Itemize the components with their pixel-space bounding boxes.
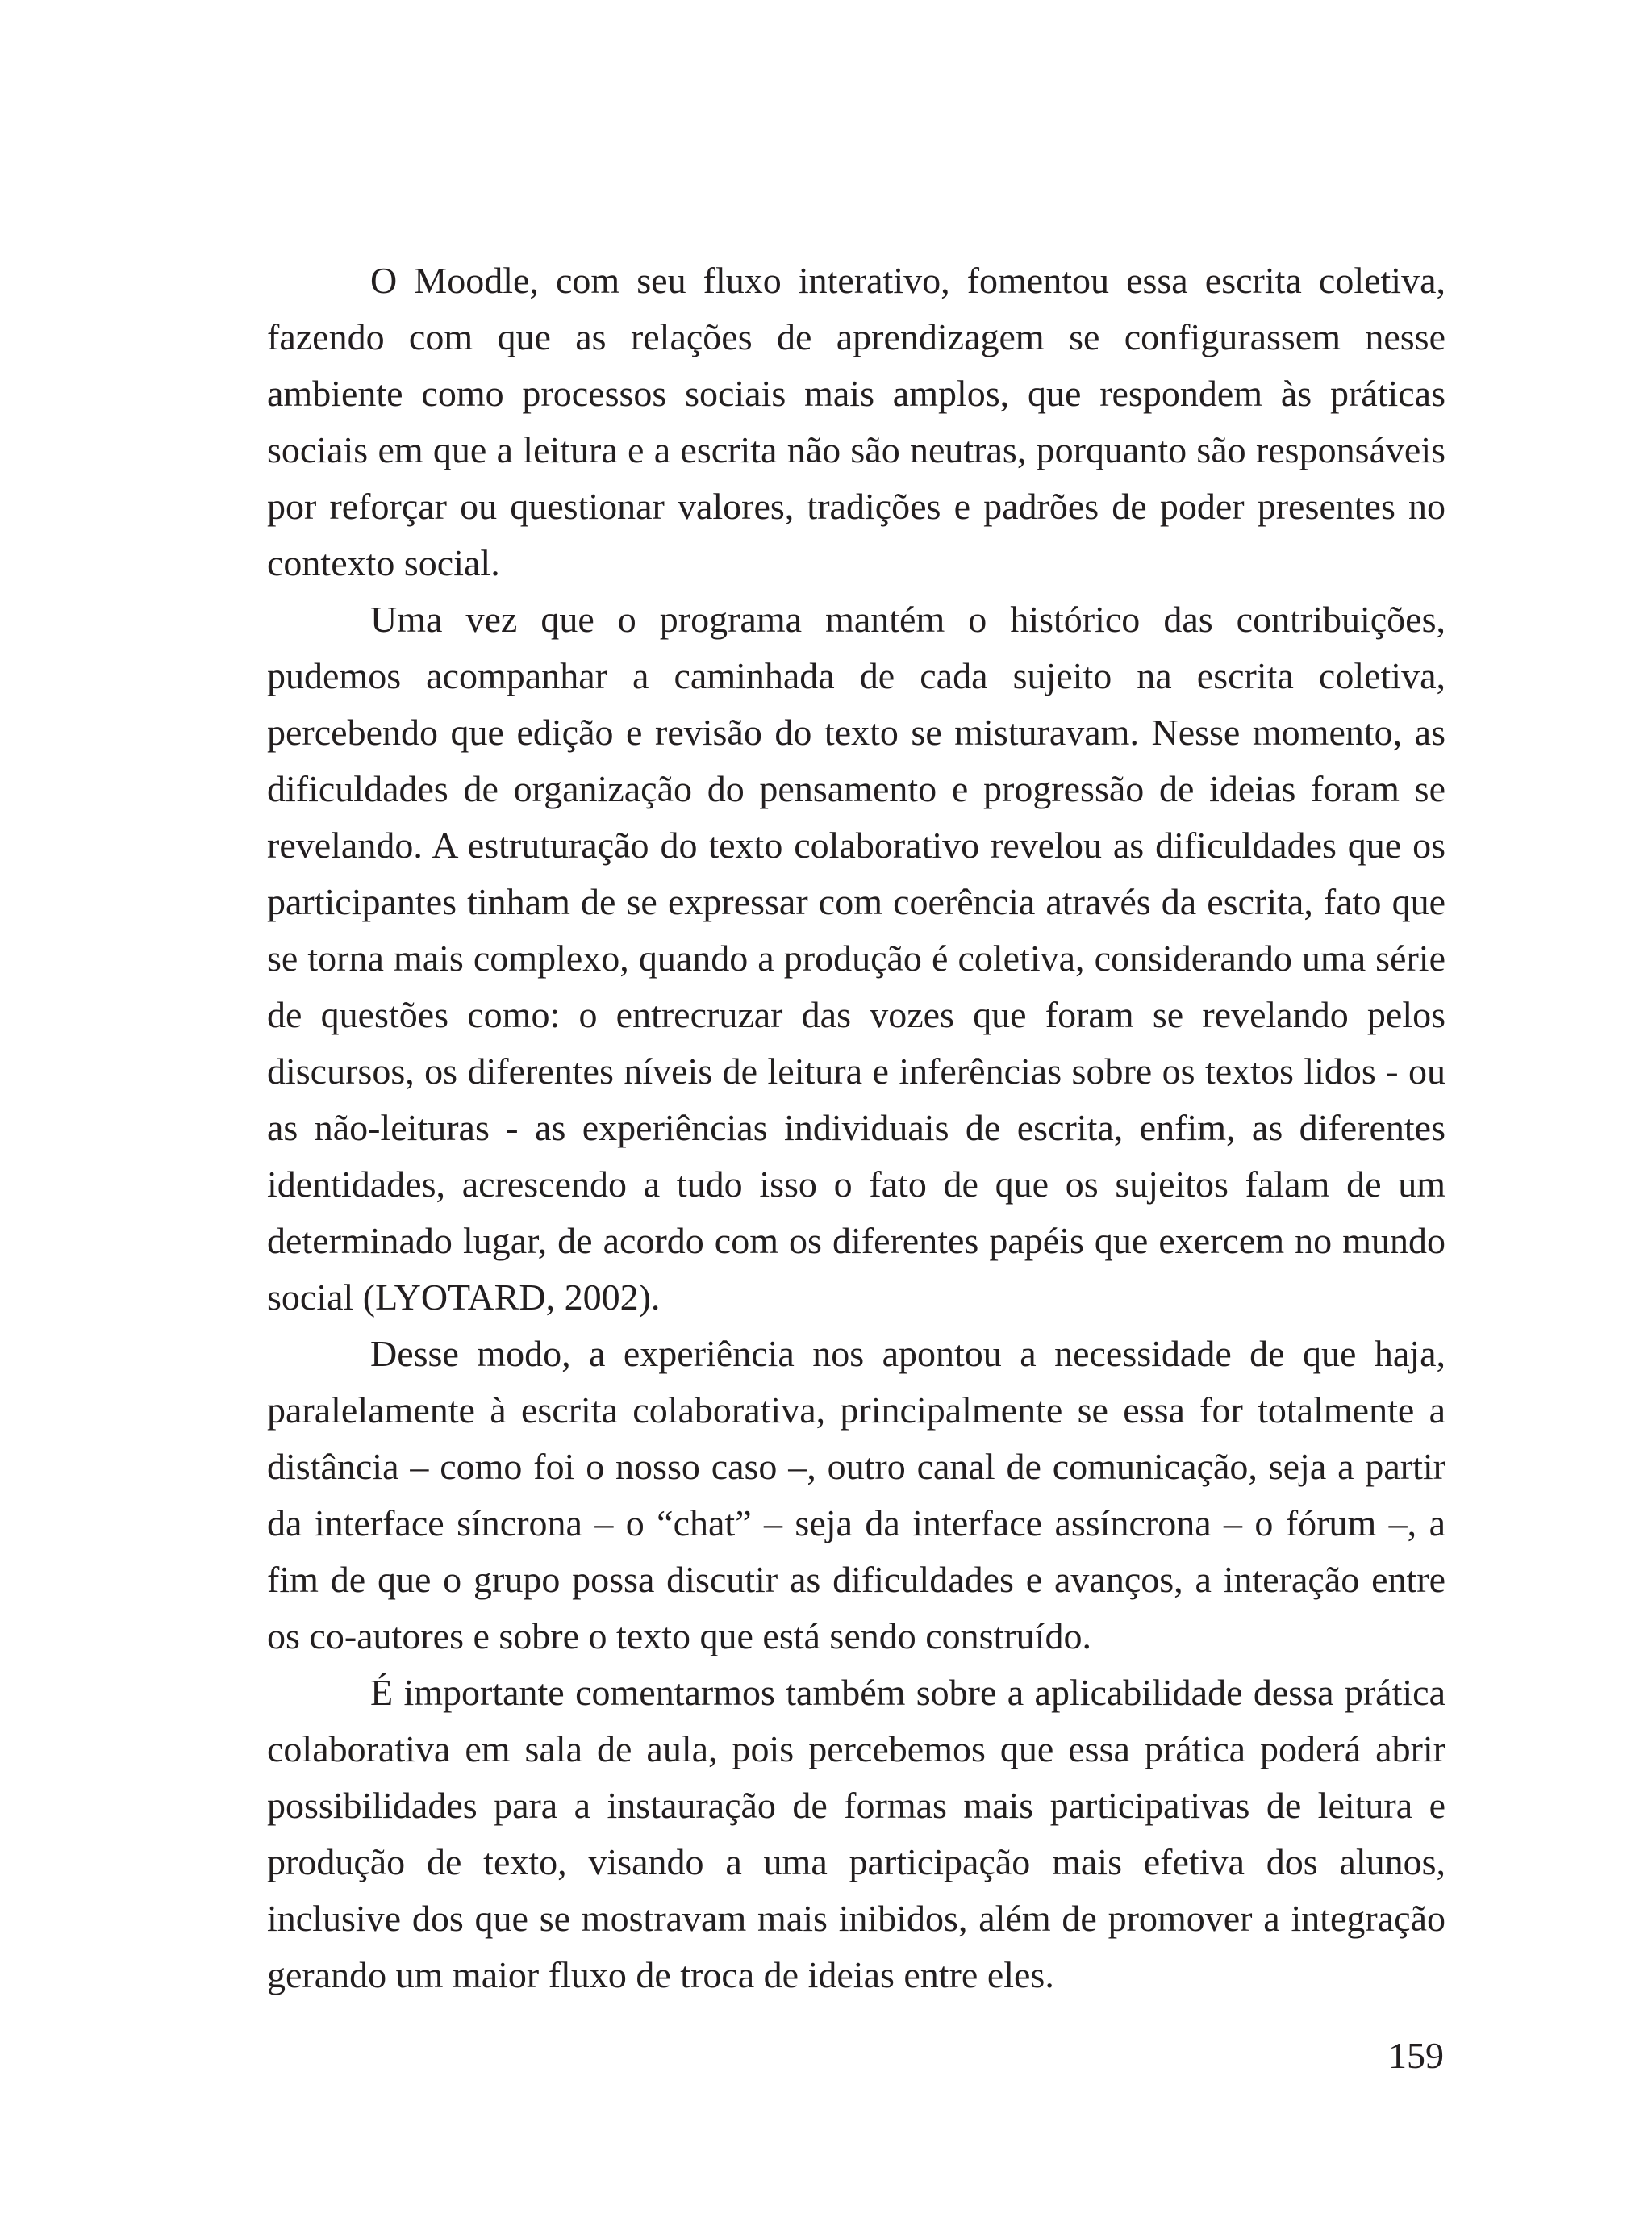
paragraph-historico: Uma vez que o programa mantém o histórico das contribuições, pudemos acompanhar a caminhada de cada sujeito na escrita coletiva, percebendo que edição e revisão do texto se misturavam. Nesse momento, as dificuldades de organização do pensamento e progressão de ideias foram se revelando. A estruturação do texto colaborativo revelou as dificuldades que os participantes tinham de se expressar com coerência através da escrita, fato que se torna mais complexo, quando a produção é coletiva, considerando uma série de questões como: o entrecruzar das vozes que foram se revelando pelos discursos, os diferentes níveis de leitura e inferências sobre os textos lidos - ou as não-leituras - as experiências individuais de escrita, enfim, as diferentes identidades, acrescendo a tudo isso o fato de que os sujeitos falam de um determinado lugar, de acordo com os diferentes papéis que exercem no mundo social (LYOTARD, 2002).: [267, 599, 1446, 1318]
paragraph-moodle: O Moodle, com seu fluxo interativo, fomentou essa escrita coletiva, fazendo com que as relações de aprendizagem se configurassem nesse ambiente como processos sociais mais amplos, que respondem às práticas sociais em que a leitura e a escrita não são neutras, porquanto são responsáveis por reforçar ou questionar valores, tradições e padrões de poder presentes no contexto social.: [267, 260, 1446, 583]
page-number: 159: [1388, 2035, 1444, 2076]
paragraph-experiencia: Desse modo, a experiência nos apontou a necessidade de que haja, paralelamente à escrita colaborativa, principalmente se essa for totalmente a distância – como foi o nosso caso –, outro canal de comunicação, seja a partir da interface síncrona – o “chat” – seja da interface assíncrona – o fórum –, a fim de que o grupo possa discutir as dificuldades e avanços, a interação entre os co-autores e sobre o texto que está sendo construído.: [267, 1333, 1446, 1656]
body-text: [267, 253, 1446, 2003]
paragraph-aplicabilidade: É importante comentarmos também sobre a aplicabilidade dessa prática colaborativa em sala de aula, pois percebemos que essa prática poderá abrir possibilidades para a instauração de formas mais participativas de leitura e produção de texto, visando a uma participação mais efetiva dos alunos, inclusive dos que se mostravam mais inibidos, além de promover a integração gerando um maior fluxo de troca de ideias entre eles.: [267, 1672, 1446, 1995]
